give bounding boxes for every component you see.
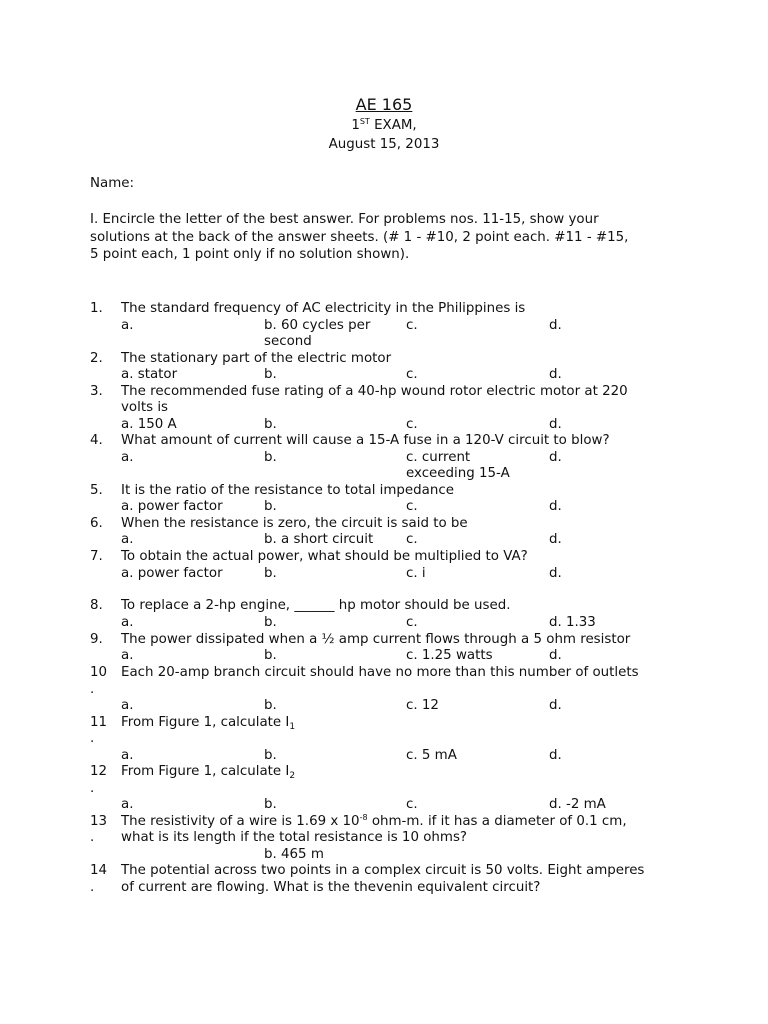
choice-b: b. a short circuit — [264, 532, 374, 547]
name-label: Name: — [90, 176, 135, 191]
question-text — [121, 764, 295, 782]
question-text-cont: of current are flowing. What is the thevenin equivalent circuit? — [121, 880, 541, 895]
exam-label — [0, 117, 768, 134]
choice-c: c. — [406, 499, 418, 514]
choice-a: a. — [121, 797, 134, 812]
course-title: AE 165 — [355, 95, 413, 114]
question-number: 9. — [90, 632, 103, 647]
choice-a: a. — [121, 648, 134, 663]
choice-a: a. power factor — [121, 499, 223, 514]
choice-a: a. — [121, 450, 134, 465]
exam-number-suffix: ST — [359, 117, 370, 126]
question-text: Each 20-amp branch circuit should have no more than this number of outlets — [121, 665, 639, 680]
exponent: -8 — [359, 813, 368, 822]
choice-a: a. — [121, 748, 134, 763]
choice-d: d. — [549, 566, 562, 581]
choice-b-cont: second — [264, 334, 312, 349]
question-text-main: From Figure 1, calculate I — [121, 715, 290, 730]
choice-b: b. — [264, 615, 277, 630]
question-text — [121, 814, 627, 832]
choice-a: a. — [121, 615, 134, 630]
choice-d: d. 1.33 — [549, 615, 596, 630]
choice-b: b. — [264, 367, 277, 382]
choice-c: c. — [406, 797, 418, 812]
exam-word: EXAM, — [369, 118, 417, 133]
choice-c: c. — [406, 532, 418, 547]
choice-b: b. 465 m — [264, 847, 324, 862]
choice-d: d. — [549, 499, 562, 514]
choice-b: b. 60 cycles per — [264, 318, 371, 333]
choice-b: b. — [264, 499, 277, 514]
choice-b: b. — [264, 566, 277, 581]
choice-c: c. 12 — [406, 698, 439, 713]
choice-a: a. — [121, 532, 134, 547]
exam-number: 1 — [351, 118, 360, 133]
choice-b: b. — [264, 797, 277, 812]
question-text: To replace a 2-hp engine, ______ hp motor should be used. — [121, 598, 511, 613]
choice-a: a. — [121, 698, 134, 713]
question-number: 1. — [90, 301, 103, 316]
choice-b: b. — [264, 748, 277, 763]
question-text: The recommended fuse rating of a 40-hp wound rotor electric motor at 220 — [121, 384, 628, 399]
exam-date: August 15, 2013 — [328, 137, 440, 152]
question-number-dot: . — [90, 731, 95, 746]
question-text: When the resistance is zero, the circuit is said to be — [121, 516, 468, 531]
question-text-main: From Figure 1, calculate I — [121, 764, 290, 779]
choice-b: b. — [264, 417, 277, 432]
choice-a: a. 150 A — [121, 417, 177, 432]
choice-a: a. stator — [121, 367, 178, 382]
question-number: 5. — [90, 483, 103, 498]
choice-c: c. current — [406, 450, 471, 465]
question-number: 11 — [90, 715, 108, 730]
choice-c: c. i — [406, 566, 426, 581]
choice-d: d. — [549, 532, 562, 547]
question-text — [121, 715, 295, 733]
question-text-cont: what is its length if the total resistance is 10 ohms? — [121, 830, 468, 845]
choice-b: b. — [264, 698, 277, 713]
question-text-pre: The resistivity of a wire is 1.69 x 10 — [121, 814, 360, 829]
question-text: The potential across two points in a complex circuit is 50 volts. Eight amperes — [121, 863, 645, 878]
choice-b: b. — [264, 648, 277, 663]
choice-d: d. — [549, 367, 562, 382]
question-text: The stationary part of the electric motor — [121, 351, 392, 366]
question-text: It is the ratio of the resistance to total impedance — [121, 483, 454, 498]
choice-c: c. — [406, 417, 418, 432]
instructions: I. Encircle the letter of the best answer. For problems nos. 11-15, show your solutions at the back of the answer sheets. (# 1 - #10, 2 point each. #11 - #15, 5 point each, 1 point only if no solution shown). — [90, 212, 629, 262]
choice-d: d. — [549, 450, 562, 465]
question-text: What amount of current will cause a 15-A fuse in a 120-V circuit to blow? — [121, 433, 610, 448]
question-number-dot: . — [90, 682, 95, 697]
question-text-cont: volts is — [121, 400, 169, 415]
choice-c: c. — [406, 367, 418, 382]
subscript: 1 — [289, 722, 296, 732]
question-text: The power dissipated when a ½ amp current flows through a 5 ohm resistor — [121, 632, 631, 647]
question-number: 8. — [90, 598, 103, 613]
question-text-post: ohm-m. if it has a diameter of 0.1 cm, — [367, 814, 627, 829]
question-number: 2. — [90, 351, 103, 366]
question-text: To obtain the actual power, what should be multiplied to VA? — [121, 549, 528, 564]
question-number: 3. — [90, 384, 103, 399]
choice-c: c. — [406, 318, 418, 333]
choice-d: d. -2 mA — [549, 797, 606, 812]
choice-d: d. — [549, 698, 562, 713]
choice-b: b. — [264, 450, 277, 465]
choice-c: c. 5 mA — [406, 748, 457, 763]
subscript: 2 — [289, 771, 296, 781]
question-number: 10 — [90, 665, 108, 680]
question-number: 13 — [90, 814, 108, 829]
choice-d: d. — [549, 748, 562, 763]
question-number: 4. — [90, 433, 103, 448]
question-number-dot: . — [90, 830, 95, 845]
question-number-dot: . — [90, 781, 95, 796]
question-number: 12 — [90, 764, 108, 779]
question-number: 7. — [90, 549, 103, 564]
choice-c: c. 1.25 watts — [406, 648, 493, 663]
question-number: 14 — [90, 863, 108, 878]
choice-a: a. — [121, 318, 134, 333]
question-number-dot: . — [90, 880, 95, 895]
choice-c: c. — [406, 615, 418, 630]
choice-d: d. — [549, 648, 562, 663]
choice-d: d. — [549, 417, 562, 432]
choice-d: d. — [549, 318, 562, 333]
choice-c-cont: exceeding 15-A — [406, 466, 510, 481]
question-number: 6. — [90, 516, 103, 531]
question-text: The standard frequency of AC electricity in the Philippines is — [121, 301, 526, 316]
choice-a: a. power factor — [121, 566, 223, 581]
